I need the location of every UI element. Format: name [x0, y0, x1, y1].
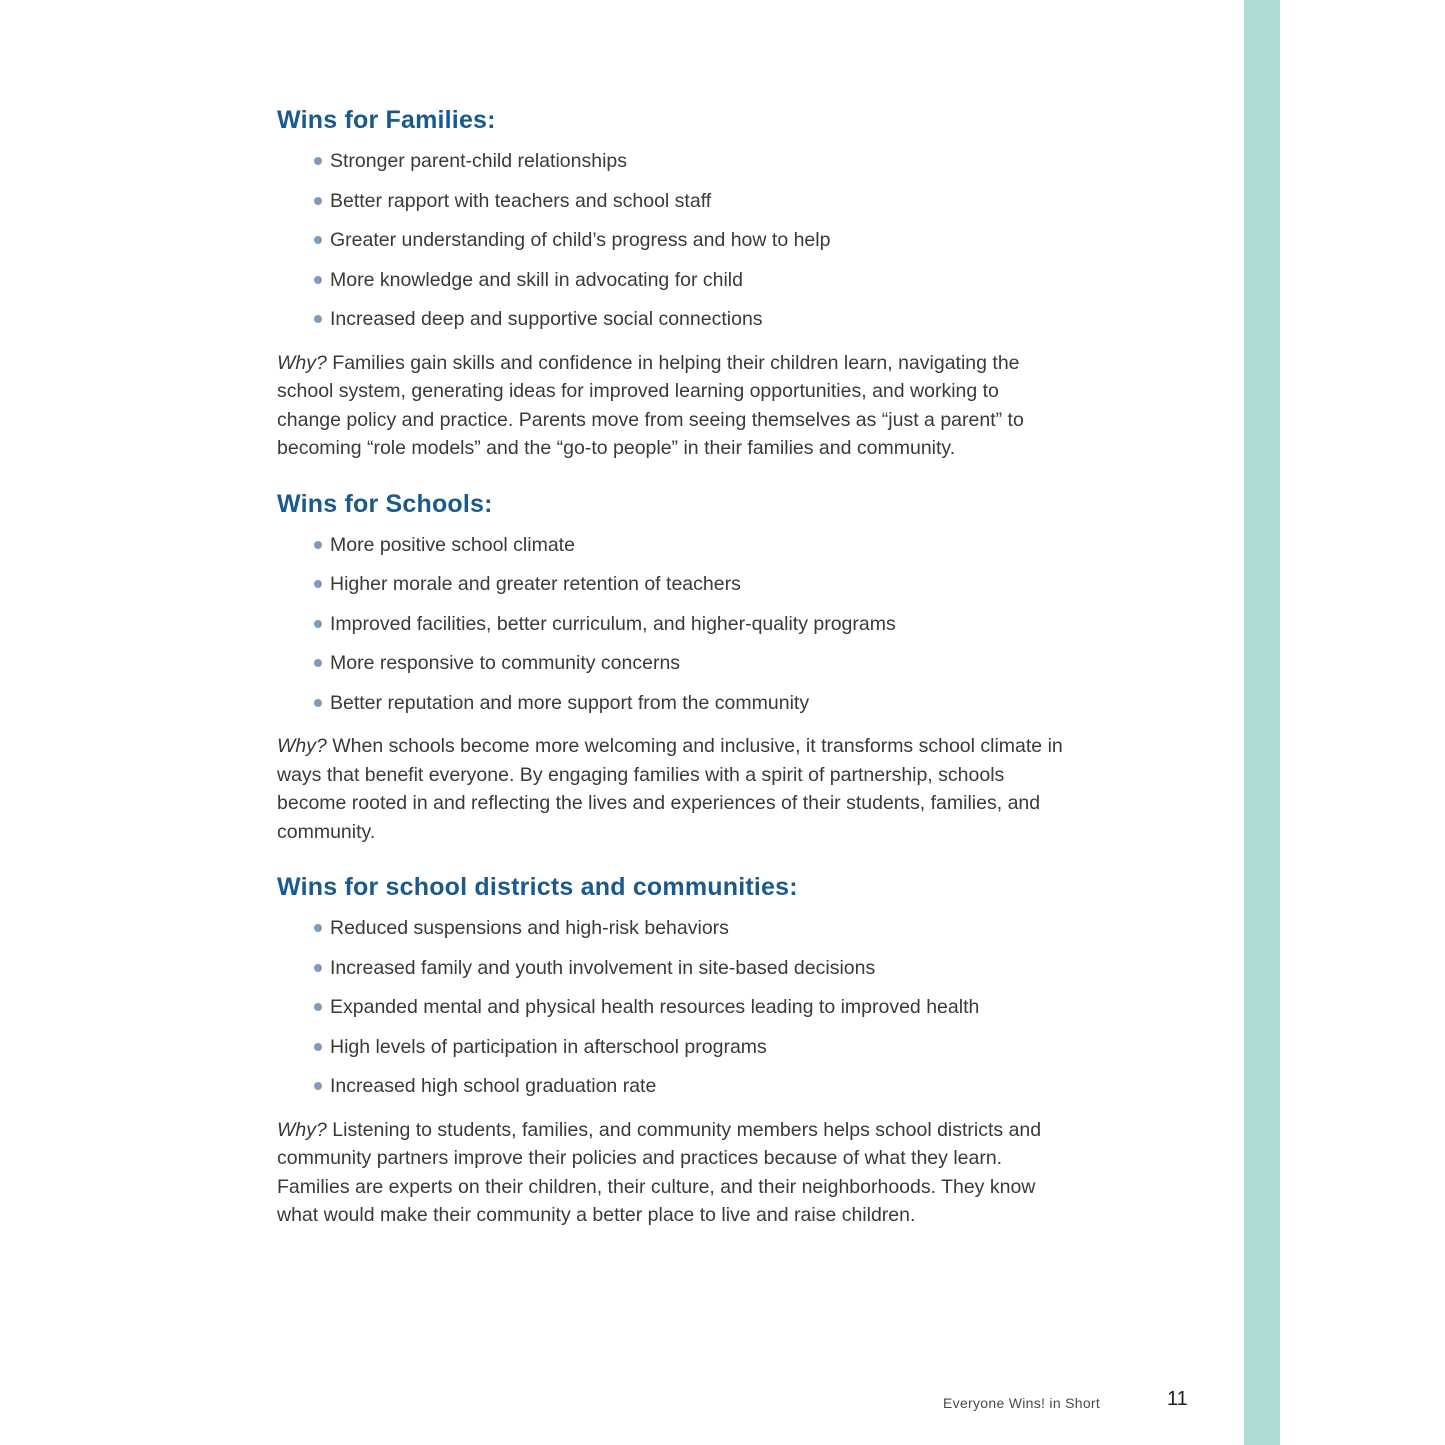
bullet-text: More positive school climate: [330, 533, 575, 556]
bullet-text: Increased high school graduation rate: [330, 1075, 657, 1097]
bullet-text: Better rapport with teachers and school staff: [330, 189, 712, 212]
section-heading: Wins for school districts and communities:: [277, 873, 798, 901]
bullet-dot-icon: [314, 699, 322, 707]
bullet-item: [277, 150, 1067, 173]
why-paragraph: [277, 349, 1067, 463]
bullet-item: [277, 1036, 1067, 1059]
bullet-list: [277, 534, 1067, 715]
bullet-text: Reduced suspensions and high-risk behaviors: [330, 917, 729, 939]
right-accent-bar: [1244, 0, 1280, 1445]
bullet-item: [277, 269, 1067, 292]
why-text: Listening to students, families, and community members helps school districts and community partners improve their policies and practices because of what they learn. Families are experts on their children, their culture, and their neighborhoods. They know what would make their community a better place to live and raise children.: [277, 1118, 1042, 1226]
footer-doc-title: Everyone Wins! in Short: [943, 1395, 1101, 1411]
bullet-item: [277, 229, 1067, 252]
bullet-text: Better reputation and more support from the community: [330, 691, 810, 714]
bullet-text: Increased deep and supportive social connections: [330, 308, 763, 330]
why-paragraph: [277, 1116, 1067, 1230]
footer-page-number: 11: [1167, 1388, 1188, 1410]
bullet-text: Higher morale and greater retention of teachers: [330, 573, 741, 595]
bullet-dot-icon: [314, 620, 322, 628]
why-text: When schools become more welcoming and inclusive, it transforms school climate in ways that benefit everyone. By engaging families with a spirit of partnership, schools become rooted in and reflecting the lives and experiences of their students, families, and community.: [277, 735, 1063, 843]
bullet-dot-icon: [314, 1082, 322, 1090]
bullet-text: High levels of participation in afterschool programs: [330, 1035, 767, 1058]
bullet-dot-icon: [314, 924, 322, 932]
section-wins-for-schools: [277, 490, 1067, 847]
bullet-dot-icon: [314, 276, 322, 284]
bullet-text: More knowledge and skill in advocating for child: [330, 268, 743, 291]
bullet-item: [277, 917, 1067, 940]
section-heading: Wins for Families:: [277, 106, 496, 134]
bullet-dot-icon: [314, 157, 322, 165]
bullet-item: [277, 692, 1067, 715]
section-wins-for-districts-communities: [277, 873, 1067, 1230]
bullet-item: [277, 190, 1067, 213]
bullet-item: [277, 308, 1067, 331]
bullet-dot-icon: [314, 580, 322, 588]
bullet-item: [277, 957, 1067, 980]
section-wins-for-families: [277, 106, 1067, 463]
bullet-dot-icon: [314, 236, 322, 244]
bullet-item: [277, 996, 1067, 1019]
why-label: Why?: [277, 351, 327, 374]
bullet-text: More responsive to community concerns: [330, 652, 681, 674]
bullet-dot-icon: [314, 659, 322, 667]
bullet-text: Improved facilities, better curriculum, and higher-quality programs: [330, 612, 896, 635]
bullet-text: Stronger parent-child relationships: [330, 150, 627, 172]
bullet-dot-icon: [314, 964, 322, 972]
bullet-dot-icon: [314, 197, 322, 205]
why-text: Families gain skills and confidence in helping their children learn, navigating the school system, generating ideas for improved learning opportunities, and working to change policy and practice. Parents move from seeing themselves as “just a parent” to becoming “role models” and the “go-to people” in their families and community.: [277, 351, 1024, 459]
why-label: Why?: [277, 735, 327, 757]
page-content: [277, 106, 1067, 1257]
bullet-dot-icon: [314, 541, 322, 549]
bullet-item: [277, 652, 1067, 675]
section-heading: Wins for Schools:: [277, 489, 493, 518]
bullet-item: [277, 573, 1067, 596]
bullet-list: [277, 917, 1067, 1098]
bullet-item: [277, 1075, 1067, 1098]
bullet-item: [277, 534, 1067, 557]
bullet-dot-icon: [314, 315, 322, 323]
bullet-dot-icon: [314, 1043, 322, 1051]
bullet-text: Expanded mental and physical health resources leading to improved health: [330, 996, 980, 1018]
why-paragraph: [277, 732, 1067, 846]
bullet-text: Greater understanding of child’s progress and how to help: [330, 229, 831, 251]
bullet-list: [277, 150, 1067, 331]
bullet-text: Increased family and youth involvement in site-based decisions: [330, 956, 876, 979]
why-label: Why?: [277, 1118, 327, 1141]
bullet-dot-icon: [314, 1003, 322, 1011]
bullet-item: [277, 613, 1067, 636]
